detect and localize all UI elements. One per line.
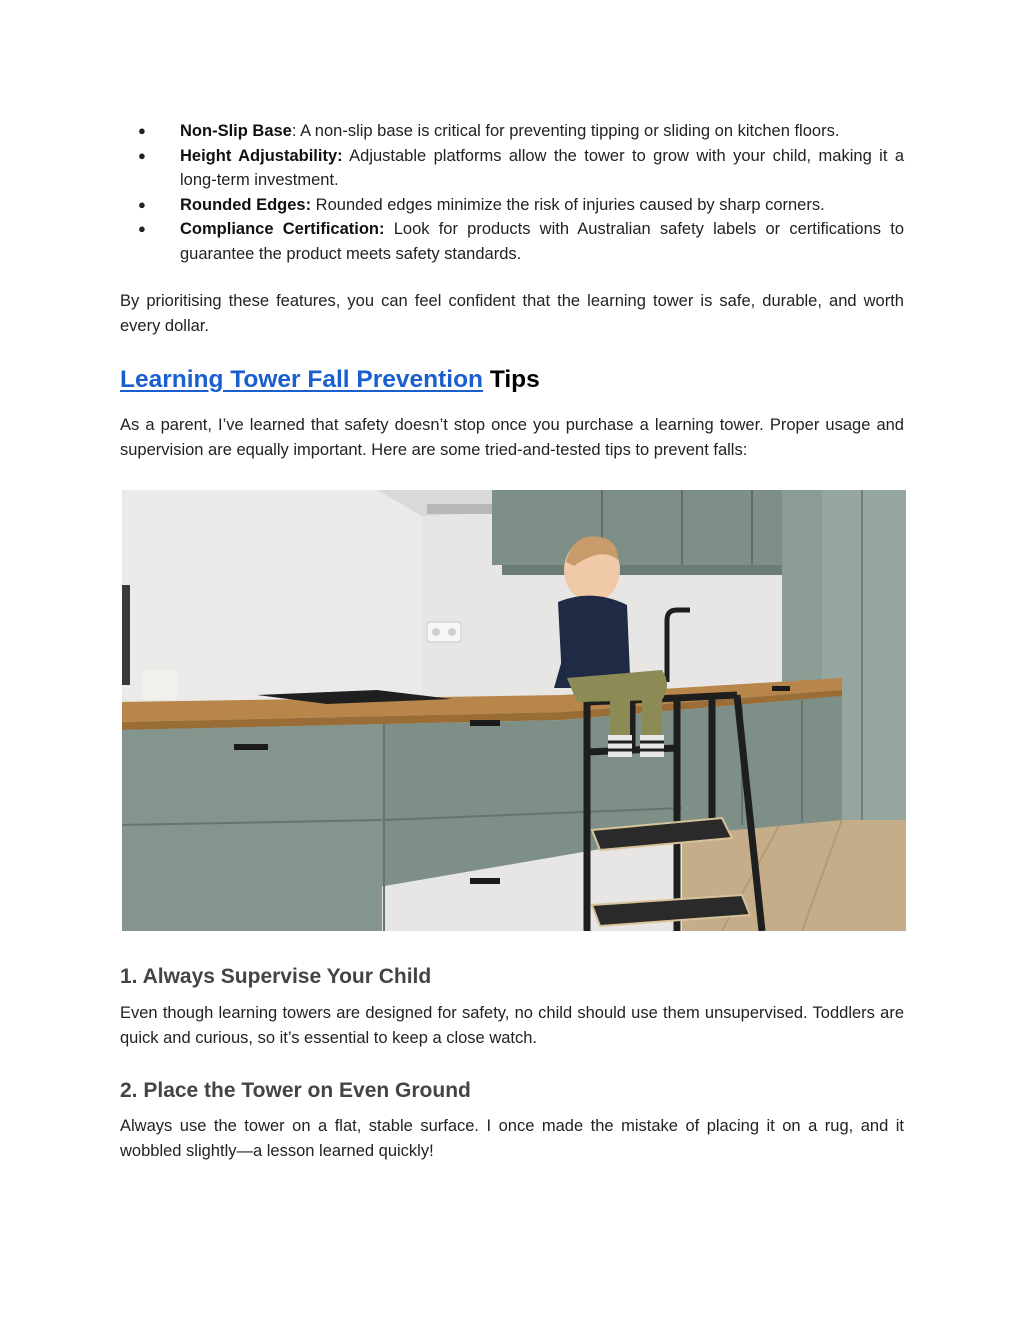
list-item-text: Look for products with Australian safety labels or certifications to guarantee the product meets safety standards. [180, 220, 904, 263]
summary-paragraph: By prioritising these features, you can feel confident that the learning tower is safe, durable, and worth every dollar. [120, 292, 904, 335]
feature-list [120, 119, 904, 266]
section-paragraph: Always use the tower on a flat, stable surface. I once made the mistake of placing it on a rug, and it wobbled slightly—a lesson learned quickly! [120, 1117, 904, 1160]
list-item-text: Rounded edges minimize the risk of injuries caused by sharp corners. [311, 195, 825, 214]
list-item-term: Rounded Edges: [180, 195, 312, 214]
section-heading: Learning Tower Fall Prevention Tips [120, 366, 540, 393]
list-item: ● Non-Slip Base: A non-slip base is critical for preventing tipping or sliding on kitchen floors. [120, 119, 904, 144]
bullet-icon: ● [138, 196, 146, 212]
list-item [120, 144, 904, 193]
bullet-icon: ● [138, 147, 146, 163]
heading-link[interactable]: Learning Tower Fall Prevention [120, 366, 484, 393]
list-item-text: Adjustable platforms allow the tower to grow with your child, making it a long-term investment. [180, 146, 904, 189]
list-item-term: Height Adjustability: [180, 146, 343, 165]
list-item-text: A non-slip base is critical for preventing tipping or sliding on kitchen floors. [296, 122, 840, 140]
section-title: 1. Always Supervise Your Child [120, 965, 432, 988]
section-paragraph: Even though learning towers are designed for safety, no child should use them unsupervised. Toddlers are quick and curious, so it’s essential to keep a close watch. [120, 1004, 904, 1047]
list-item-term: Non-Slip Base [180, 122, 292, 140]
list-item [120, 193, 904, 218]
bullet-icon: ● [138, 123, 146, 138]
intro-paragraph: As a parent, I’ve learned that safety doesn’t stop once you purchase a learning tower. Proper usage and supervision are equally important. Here are some tried-and-tested tips to prevent falls: [120, 416, 904, 459]
kitchen-photo [122, 490, 906, 931]
section-title: 2. Place the Tower on Even Ground [120, 1079, 471, 1102]
list-item-term: Compliance Certification: [180, 220, 385, 238]
bullet-icon: ● [138, 221, 146, 236]
list-item [120, 217, 904, 266]
